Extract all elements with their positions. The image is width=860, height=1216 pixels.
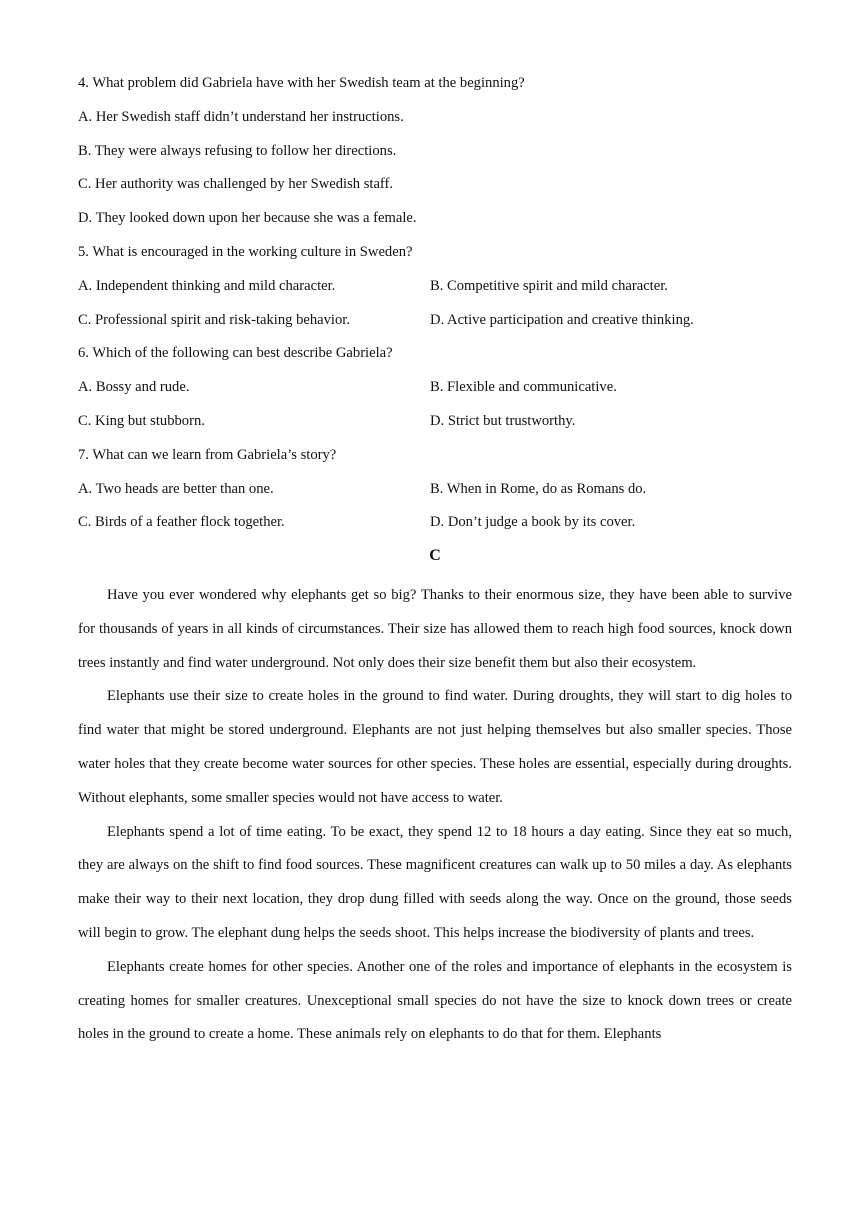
question-7-options-row-1 bbox=[78, 478, 792, 512]
document-page bbox=[78, 72, 792, 1052]
question-4-option-a: A. Her Swedish staff didn’t understand her instructions. bbox=[78, 108, 404, 125]
question-4-stem: 4. What problem did Gabriela have with her Swedish team at the beginning? bbox=[78, 75, 525, 91]
question-5-options-row-2 bbox=[78, 309, 792, 343]
question-7-option-b: B. When in Rome, do as Romans do. bbox=[430, 480, 647, 497]
question-7-stem: 7. What can we learn from Gabriela’s story? bbox=[78, 446, 337, 463]
question-6-option-b: B. Flexible and communicative. bbox=[430, 379, 617, 396]
question-6-option-a: A. Bossy and rude. bbox=[78, 379, 190, 396]
question-6-stem: 6. Which of the following can best describe Gabriela? bbox=[78, 345, 393, 362]
passage-paragraph-3: Elephants spend a lot of time eating. To be exact, they spend 12 to 18 hours a day eating. Since they eat so much, they are always on the shift to find food sources. These magnificent creatures can walk up to 50 miles a day. As elephants make their way to their next location, they drop dung filled with seeds along the way. Once on the ground, those seeds will begin to grow. The elephant dung helps the seeds shoot. This helps increase the biodiversity of plants and trees. bbox=[78, 823, 792, 941]
passage-paragraph-4: Elephants create homes for other species. Another one of the roles and importance of elephants in the ecosystem is creating homes for smaller creatures. Unexceptional small species do not have the size to knock down trees or create holes in the ground to create a home. These animals rely on elephants to do that for them. Elephants bbox=[78, 958, 792, 1043]
section-heading: C bbox=[429, 547, 441, 565]
question-4-option-c: C. Her authority was challenged by her Swedish staff. bbox=[78, 176, 394, 193]
question-6-option-d: D. Strict but trustworthy. bbox=[430, 412, 576, 429]
question-5-option-c: C. Professional spirit and risk-taking behavior. bbox=[78, 311, 350, 328]
question-7-option-a: A. Two heads are better than one. bbox=[78, 480, 274, 497]
passage-paragraph-2: Elephants use their size to create holes in the ground to find water. During droughts, they will start to dig holes to find water that might be stored underground. Elephants are not just helping themselves but also smaller species. Those water holes that they create become water sources for other species. These holes are essential, especially during droughts. Without elephants, some smaller species would not have access to water. bbox=[78, 688, 792, 806]
question-4-option-d: D. They looked down upon her because she was a female. bbox=[78, 210, 417, 227]
passage-paragraph-1: Have you ever wondered why elephants get so big? Thanks to their enormous size, they have been able to survive for thousands of years in all kinds of circumstances. Their size has allowed them to reach high food sources, knock down trees instantly and find water underground. Not only does their size benefit them but also their ecosystem. bbox=[78, 586, 792, 671]
question-6-options-row-2 bbox=[78, 410, 792, 444]
question-7-options-row-2 bbox=[78, 511, 792, 545]
question-5-option-a: A. Independent thinking and mild character. bbox=[78, 277, 336, 294]
question-6-options-row-1 bbox=[78, 376, 792, 410]
question-5-option-d: D. Active participation and creative thinking. bbox=[430, 311, 694, 328]
question-5-option-b: B. Competitive spirit and mild character. bbox=[430, 277, 668, 294]
question-7-option-c: C. Birds of a feather flock together. bbox=[78, 514, 285, 531]
question-6-option-c: C. King but stubborn. bbox=[78, 412, 205, 429]
question-7-option-d: D. Don’t judge a book by its cover. bbox=[430, 514, 636, 531]
question-5-options-row-1 bbox=[78, 275, 792, 309]
question-5-stem: 5. What is encouraged in the working culture in Sweden? bbox=[78, 243, 413, 260]
question-4-option-b: B. They were always refusing to follow her directions. bbox=[78, 142, 397, 159]
